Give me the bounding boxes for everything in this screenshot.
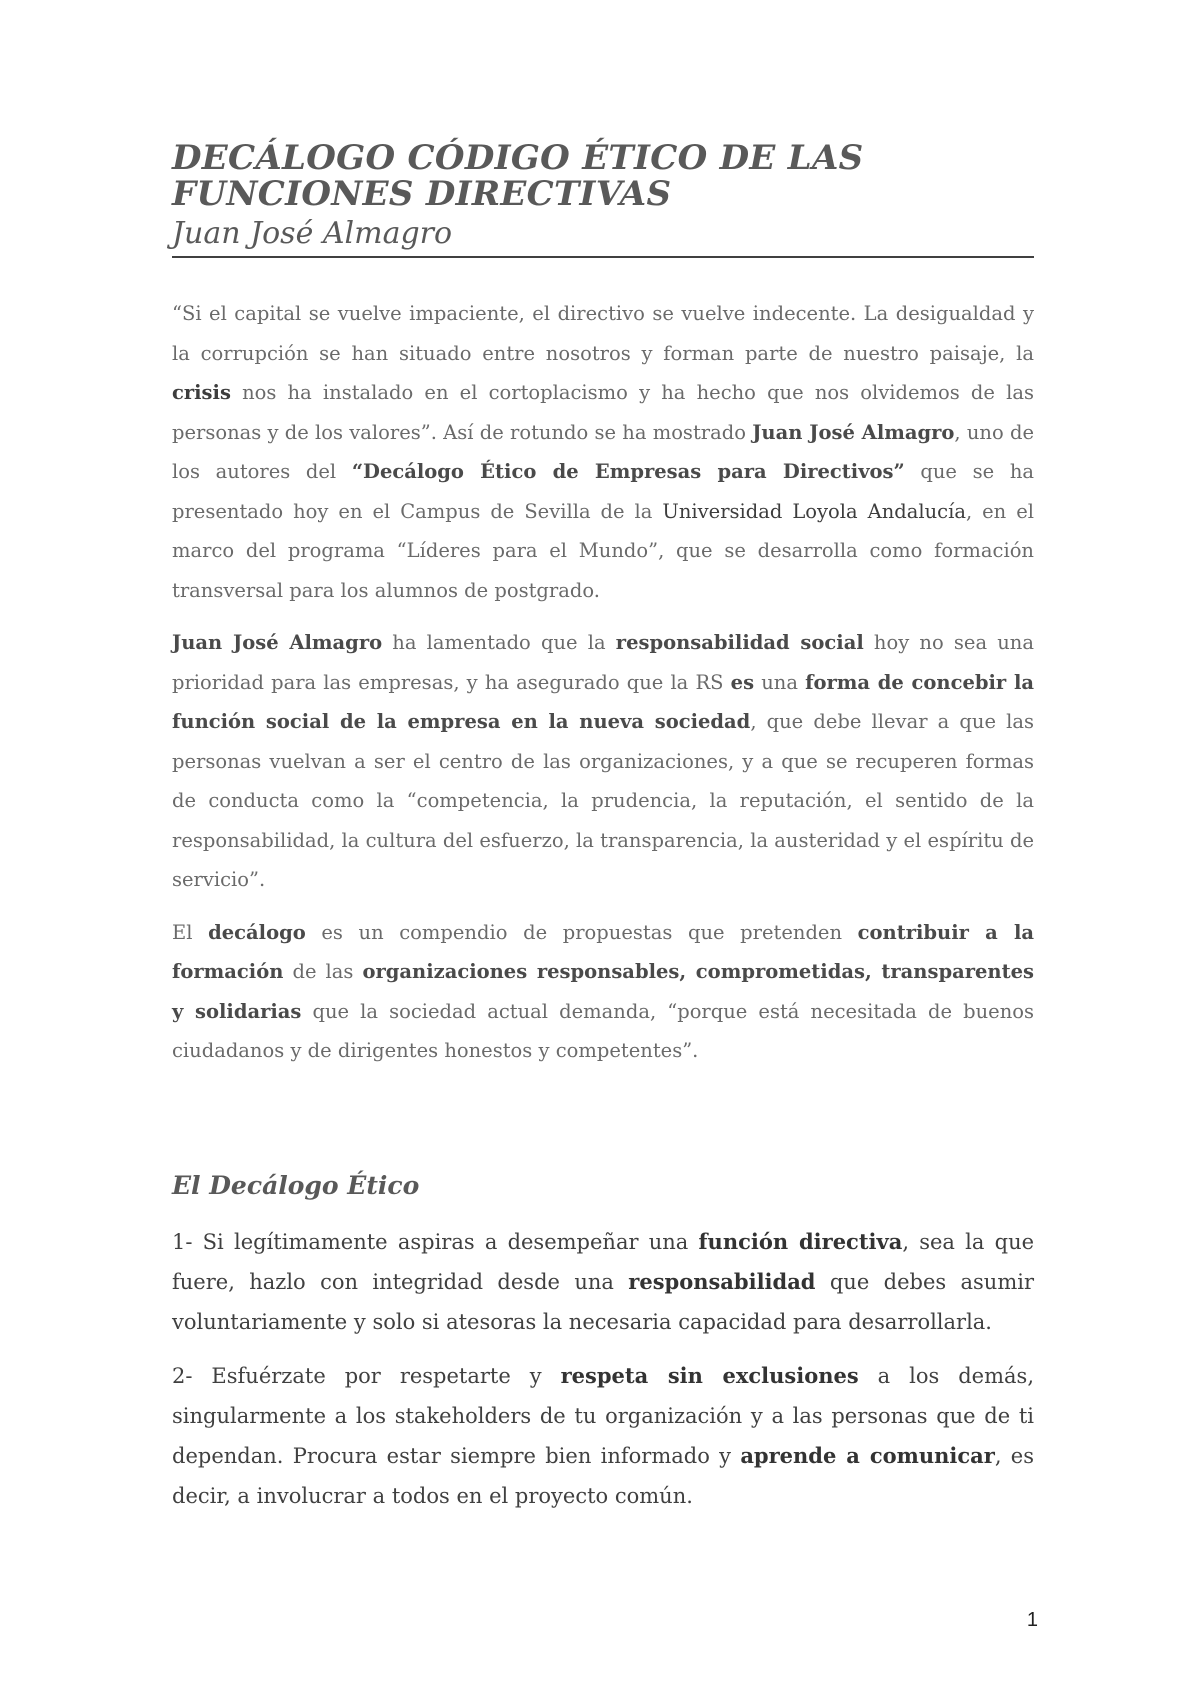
university-name: Universidad Loyola Andalucía [662, 499, 966, 523]
decalogo-list [172, 1222, 1034, 1516]
title-underline [172, 256, 1034, 258]
document-title: DECÁLOGO CÓDIGO ÉTICO DE LAS FUNCIONES DIRECTIVAS [172, 138, 864, 214]
intro-section [172, 294, 1034, 1071]
keyword-crisis: crisis [172, 381, 231, 404]
section-heading: El Decálogo Ético [172, 1171, 420, 1200]
decalogo-item-1: 1- Si legítimamente aspiras a desempeñar una función directiva, sea la que fuere, hazlo con integridad desde una responsabilidad que debes asumir voluntariamente y solo si atesoras la necesaria capacidad para desarrollarla. [172, 1229, 1035, 1334]
document-author: Juan José Almagro [172, 216, 453, 251]
decalogo-name: “Decálogo Ético de Empresas para Directivos” [351, 460, 905, 483]
person-name: Juan José Almagro [172, 631, 383, 654]
keyword-decalogo: decálogo [208, 920, 306, 944]
keyword-organizaciones: organizaciones responsables, comprometidas, transparentes y solidarias [172, 960, 1034, 1023]
intro-paragraph-2: Juan José Almagro ha lamentado que la responsabilidad social hoy no sea una prioridad para las empresas, y ha asegurado que la RS es una forma de concebir la función social de la empresa en la nueva sociedad, que debe llevar a que las personas vuelvan a ser el centro de las organizaciones, y a que se recuperen formas de conducta como la “competencia, la prudencia, la reputación, el sentido de la responsabilidad, la cultura del esfuerzo, la transparencia, la austeridad y el espíritu de servicio”. [172, 631, 1035, 891]
intro-paragraph-3: El decálogo es un compendio de propuestas que pretenden contribuir a la formación de las organizaciones responsables, comprometidas, transparentes y solidarias que la sociedad actual demanda, “porque está necesitada de buenos ciudadanos y de dirigentes honestos y competentes”. [172, 920, 1035, 1062]
decalogo-item-2: 2- Esfuérzate por respetarte y respeta sin exclusiones a los demás, singularmente a los stakeholders de tu organización y a las personas que de ti dependan. Procura estar siempre bien informado y aprende a comunicar, es decir, a involucrar a todos en el proyecto común. [172, 1363, 1034, 1508]
person-name: Juan José Almagro [752, 420, 955, 444]
page-number: 1 [1026, 1609, 1038, 1631]
keyword-responsabilidad-social: responsabilidad social [615, 631, 864, 654]
keyword-contribuir: contribuir a la formación [172, 920, 1035, 983]
intro-paragraph-1: “Si el capital se vuelve impaciente, el directivo se vuelve indecente. La desigualdad y la corrupción se han situado entre nosotros y forman parte de nuestro paisaje, la crisis nos ha instalado en el cortoplacismo y ha hecho que nos olvidemos de las personas y de los valores”. Así de rotundo se ha mostrado Juan José Almagro, uno de los autores del “Decálogo Ético de Empresas para Directivos” que se ha presentado hoy en el Campus de Sevilla de la Universidad Loyola Andalucía, en el marco del programa “Líderes para el Mundo”, que se desarrolla como formación transversal para los alumnos de postgrado. [172, 302, 1034, 602]
keyword-forma-de-concebir: forma de concebir la función social de la empresa en la nueva sociedad [172, 670, 1034, 733]
